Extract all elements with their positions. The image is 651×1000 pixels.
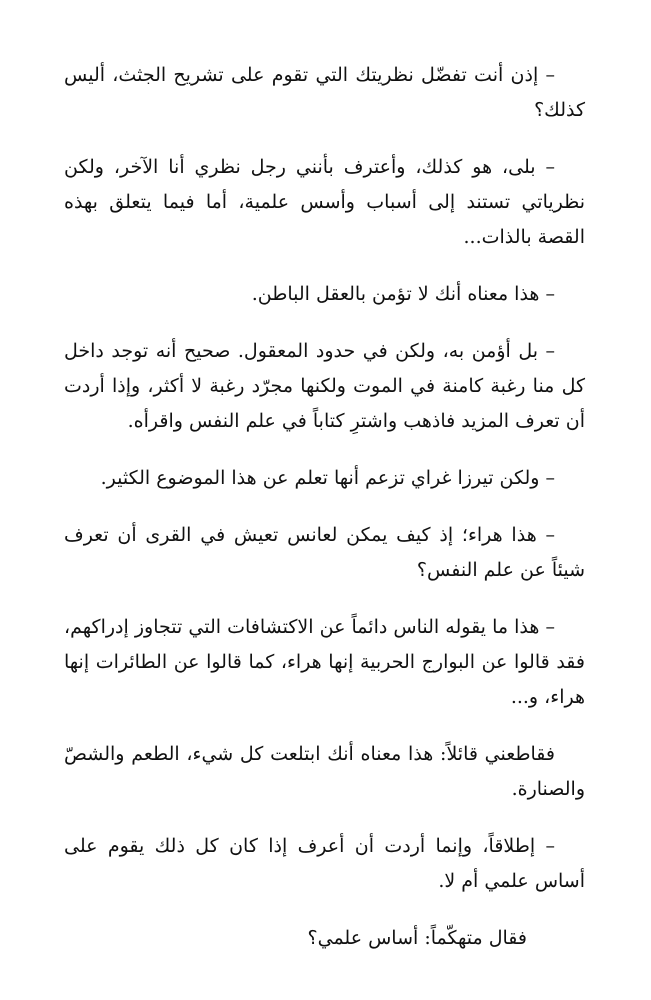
paragraph: – بلى، هو كذلك، وأعترف بأنني رجل نظري أنا الآخر، ولكن نظرياتي تستند إلى أسباب وأسس علمية، أما فيما يتعلق بهذه القصة بالذات... (64, 156, 585, 248)
paragraph: – إطلاقاً، وإنما أردت أن أعرف إذا كان كل ذلك يقوم على أساس علمي أم لا. (64, 835, 585, 892)
paragraph: فقال متهكّماً: أساس علمي؟ (307, 927, 527, 949)
paragraph: – هذا هراء؛ إذ كيف يمكن لعانس تعيش في القرى أن تعرف شيئاً عن علم النفس؟ (64, 524, 585, 581)
paragraph: – هذا ما يقوله الناس دائماً عن الاكتشافات التي تتجاوز إدراكهم، فقد قالوا عن البوارج الحربية إنها هراء، كما قالوا عن الطائرات إنها هراء، و... (64, 616, 585, 708)
paragraph: – ولكن تيرزا غراي تزعم أنها تعلم عن هذا الموضوع الكثير. (100, 467, 555, 489)
paragraph: – هذا معناه أنك لا تؤمن بالعقل الباطن. (251, 283, 555, 305)
paragraph: فقاطعني قائلاً: هذا معناه أنك ابتلعت كل شيء، الطعم والشصّ والصنارة. (64, 743, 585, 800)
paragraph: – إذن أنت تفضّل نظريتك التي تقوم على تشريح الجثث، أليس كذلك؟ (64, 64, 585, 121)
book-page (64, 58, 585, 990)
paragraph: – بل أؤمن به، ولكن في حدود المعقول. صحيح أنه توجد داخل كل منا رغبة كامنة في الموت ولكنها مجرّد رغبة لا أكثر، وإذا أردت أن تعرف المزيد فاذهب واشترِ كتاباً في علم النفس واقرأه. (64, 340, 585, 432)
